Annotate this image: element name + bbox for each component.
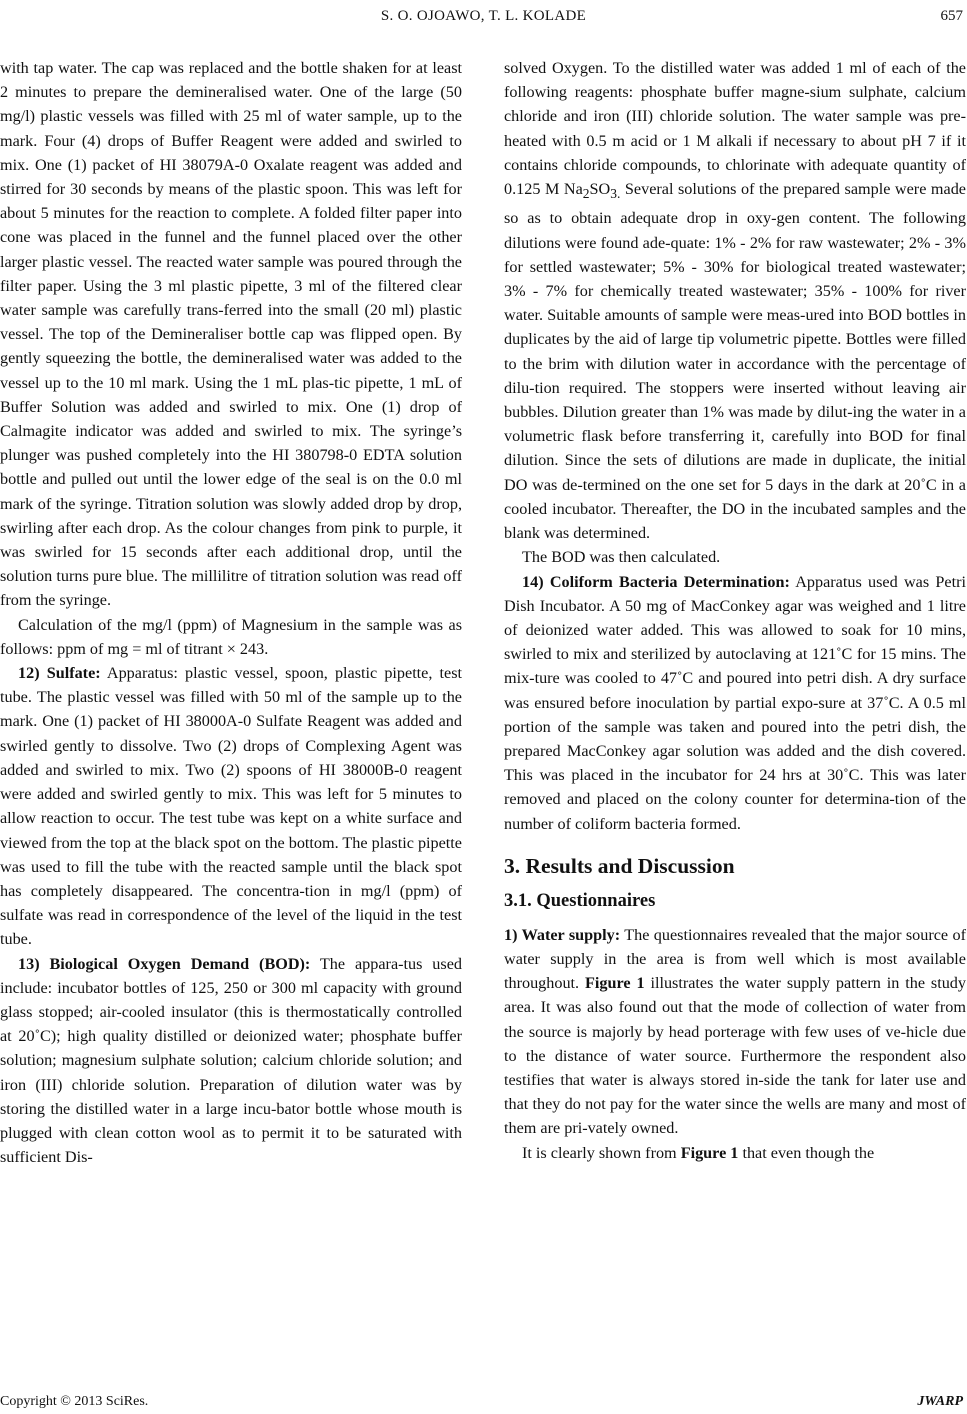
paragraph-magnesium-procedure: with tap water. The cap was replaced and the bottle shaken for at least 2 minutes to prepare the demineralised water. One of the large (50 mg/l) plastic vessels was filled with 25 ml of water sample, up to the mark. Four (4) drops of Buffer Reagent were added and swirled to mix. One (1) packet of HI 38079A-0 Oxalate reagent was added and stirred for 30 seconds by means of the plastic spoon. This was left for about 5 minutes for the reaction to complete. A folded filter paper into cone was placed in the funnel and the funnel placed over the other larger plastic vessel. The reacted water sample was poured through the filter paper. Using the 3 ml plastic pipette, 3 ml of the filtered clear water sample was carefully trans-ferred into the small (20 ml) plastic vessel. The top of the Demineraliser bottle cap was flipped open. By gently squeezing the bottle, the demineralised water was added to the vessel up to the 10 ml mark. Using the 1 mL plas-tic pipette, 1 mL of Buffer Solution was added and swirled to mix. One (1) drop of Calmagite indicator was added and swirled to mix. The syringe’s plunger was pushed completely into the HI 380798-0 EDTA solution bottle and pulled out until the lower edge of the seal is on the 0.0 ml mark of the syringe. Titration solution was slowly added drop by drop, swirling after each drop. As the colour changes from pink to purple, it was swirled for 15 seconds after each additional drop, until the solution turns pure blue. The millilitre of titration solution was read off from the syringe. [0,59,462,610]
subscript-3: 3. [610,186,621,202]
bod-cont-text-b: Several solutions of the prepared sample were made so as to obtain adequate drop in oxy-gen content. The following dilutions were found ade-quate: 1% - 2% for raw wastewater; 2% - 3% for settled wastewater; 5% - 30% for biological treated wastewater; 3% - 7% for chemically treated wastewater; 35% - 100% for river water. Suitable amounts of sample were meas-ured into BOD bottles in duplicates by the aid of large tip volumetric pipette. Bottles were filled to the brim with dilution water in accordance with the percentage of dilu-tion required. The stoppers were inserted without leaving air bubbles. Dilution greater than 1% was made by dilut-ing the water in a volumetric flask before transferring it, carefully into BOD for final dilution. Since the sets of dilutions are made in duplicate, the initial DO was de-termined on the one set for 5 days in the dark at 20˚C in a cooled incubator. Thereafter, the DO in the incubated samples and the blank was determined. [504,180,966,543]
subsection-heading-questionnaires: 3.1. Questionnaires [504,890,656,911]
right-column [504,56,966,1165]
running-head-authors: S. O. OJOAWO, T. L. KOLADE [380,8,587,24]
copyright-notice: Copyright © 2013 SciRes. [0,1394,149,1409]
paragraph-coliform [504,570,966,836]
page-number: 657 [940,8,963,24]
sulfate-text: Apparatus: plastic vessel, spoon, plastic pipette, test tube. The plastic vessel was filled with 50 ml of the sample up to the mark. One (1) packet of HI 38000A-0 Sulfate Reagent was added and swirled gently to dissolve. Two (2) drops of Complexing Agent was added and swirled to mix. Two (2) spoons of HI 38000B-0 reagent were added and swirled gently to mix. This was left for 5 minutes to allow reaction to occur. The test tube was kept on a white surface and viewed from the top at the black spot on the bottom. The plastic pipette was used to fill the tube with the reacted sample until the black spot has completely disappeared. The concentra-tion in mg/l (ppm) of sulfate was read in correspondence of the level of the liquid in the test tube. [0,664,463,949]
page-footer [0,1394,967,1414]
subscript-2: 2 [582,186,590,202]
figure-reference: Figure 1 [585,974,645,993]
formula-so: SO [589,180,611,199]
paragraph-magnesium-calculation: Calculation of the mg/l (ppm) of Magnesium in the sample was as follows: ppm of mg = ml of titrant × 243. [0,615,462,658]
paragraph-bod [0,952,462,1170]
bod-lead: 13) Biological Oxygen Demand (BOD): [18,954,311,973]
water-supply-lead: 1) Water supply: [504,925,621,944]
bod-cont-text-a: solved Oxygen. To the distilled water was added 1 ml of each of the following reagents: phosphate buffer magne-sium sulphate, calcium chloride and iron (III) chloride solution. The water sample was pre-heated with 0.5 m acid or 1 M alkali if necessary to about pH 7 if it contains chloride compounds, to chlorinate with adequate quantity of 0.125 M Na [504,59,966,199]
coliform-lead: 14) Coliform Bacteria Determination: [522,572,790,591]
coliform-text: Apparatus used was Petri Dish Incubator. A 50 mg of MacConkey agar was weighed and 1 litre of deionized water added. This was allowed to soak for 10 mins, swirled to mix and sterilized by autoclaving at 121˚C for 15 mins. The mix-ture was cooled to 47˚C and poured into petri dish. A dry surface was ensured before inoculation by partial expo-sure at 37˚C. A 0.5 ml portion of the sample was taken and poured into the petri dish, the prepared MacConkey agar solution was added and the dish covered. This was placed in the incubator for 24 hrs at 30˚C. This was later removed and placed on the colony counter for determina-tion of the number of coliform bacteria formed. [504,572,966,833]
water-supply-text-a: The questionnaires revealed that the major source of water supply in the area is from well which is most available throughout. [504,925,966,993]
section-heading-results: 3. Results and Discussion [504,853,735,878]
figure-discussion-text-a: It is clearly shown from [522,1143,681,1162]
page-header [0,8,967,30]
paragraph-bod-continued [504,56,966,545]
water-supply-text-b: illustrates the water supply pattern in the study area. It was also found out that the mode of collection of water from the source is majorly by head porterage with few uses of ve-hicle due to the distance of water source. Furthermore the respondent also testifies that water is always stored in-side the tank for later use and that they do not pay for the water since the wells are many and most of them are pri-vately owned. [504,974,966,1138]
paragraph-figure-discussion [504,1141,966,1165]
sulfate-lead: 12) Sulfate: [18,664,101,683]
paragraph-sulfate [0,661,462,951]
figure-reference: Figure 1 [680,1143,739,1162]
paragraph-water-supply [504,923,966,1141]
bod-text: The appara-tus used include: incubator bottles of 125, 250 or 300 ml capacity with ground glass stopped; air-cooled insulator (this is thermostatically controlled at 20˚C); high quality distilled or deionized water; phosphate buffer solution; magnesium sulphate solution; calcium chloride solution; and iron (III) chloride solution. Preparation of dilution water was by storing the distilled water in a large incu-bator bottle whose mouth is plugged with clean cotton wool as to permit it to be saturated with sufficient Dis- [0,954,462,1167]
left-column [0,56,462,1169]
paragraph-bod-calculated: The BOD was then calculated. [522,548,721,567]
journal-abbreviation: JWARP [917,1394,963,1409]
figure-discussion-text-b: that even though the [738,1143,875,1162]
